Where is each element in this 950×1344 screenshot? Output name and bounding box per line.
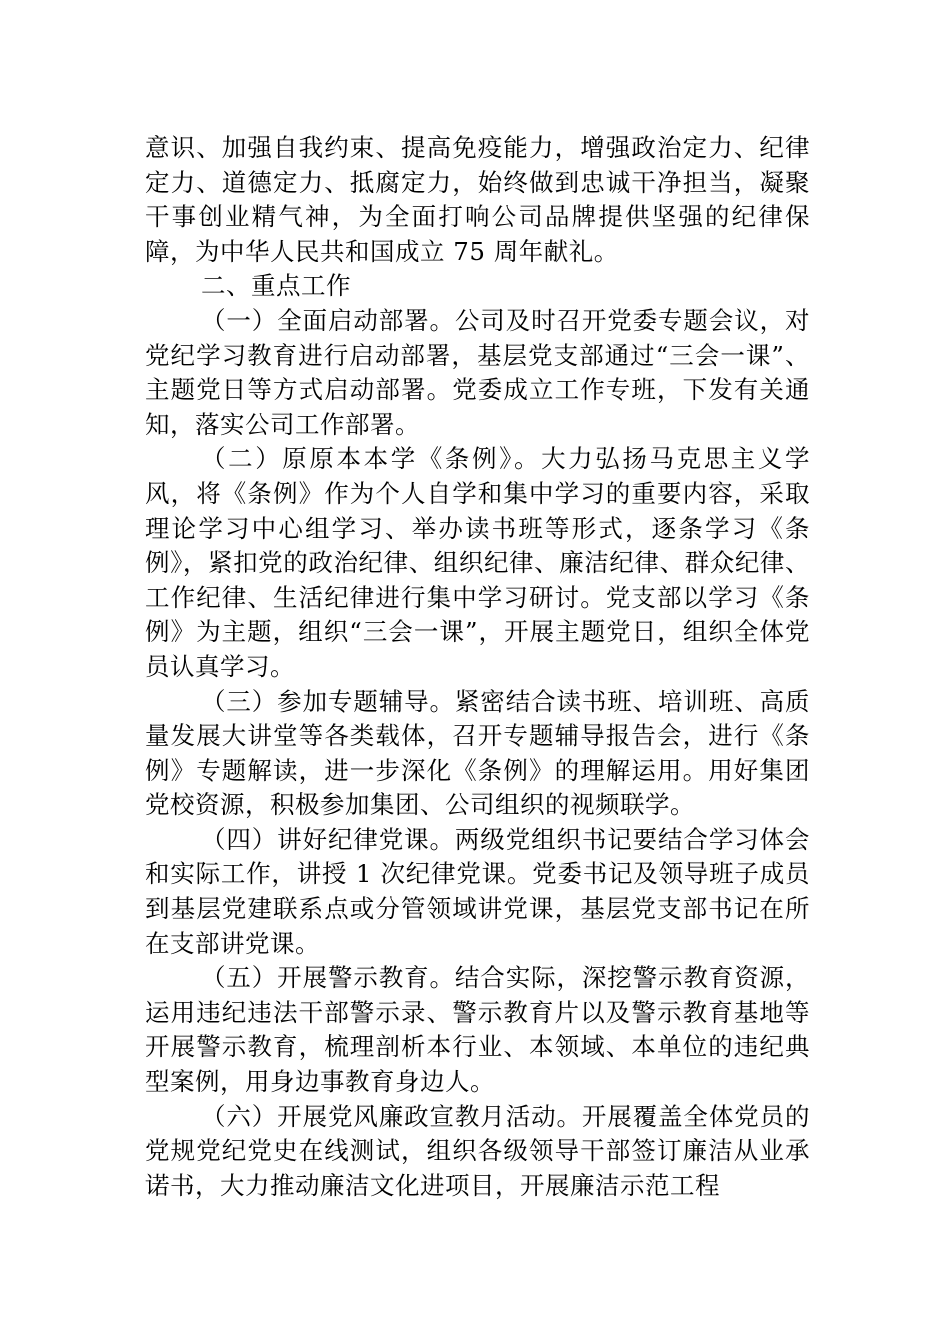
section-heading: 二、重点工作 [201,271,351,301]
paragraph-item-4: （四）讲好纪律党课。两级党组织书记要结合学习体会和实际工作，讲授 1 次纪律党课。党委书记及领导班子成员到基层党建联系点或分管领域讲党课，基层党支部书记在所在支部讲党课。 [145,824,810,958]
paragraph-item-1: （一）全面启动部署。公司及时召开党委专题会议，对党纪学习教育进行启动部署，基层党支部通过“三会一课”、主题党日等方式启动部署。党委成立工作专班，下发有关通知，落实公司工作部署。 [145,305,810,439]
document-body [145,131,810,1203]
paragraph-continuation: 意识、加强自我约束、提高免疫能力，增强政治定力、纪律定力、道德定力、抵腐定力，始终做到忠诚干净担当，凝聚干事创业精气神，为全面打响公司品牌提供坚强的纪律保障，为中华人民共和国成立 75 周年献礼。 [145,133,810,266]
paragraph-item-2: （二）原原本本学《条例》。大力弘扬马克思主义学风，将《条例》作为个人自学和集中学习的重要内容，采取理论学习中心组学习、举办读书班等形式，逐条学习《条例》，紧扣党的政治纪律、组织纪律、廉洁纪律、群众纪律、工作纪律、生活纪律进行集中学习研讨。党支部以学习《条例》为主题，组织“三会一课”，开展主题党日，组织全体党员认真学习。 [145,444,810,681]
paragraph-item-5: （五）开展警示教育。结合实际，深挖警示教育资源，运用违纪违法干部警示录、警示教育片以及警示教育基地等开展警示教育，梳理剖析本行业、本领域、本单位的违纪典型案例，用身边事教育身边人。 [145,963,810,1097]
paragraph-item-6: （六）开展党风廉政宣教月活动。开展覆盖全体党员的党规党纪党史在线测试，组织各级领导干部签订廉洁从业承诺书，大力推动廉洁文化进项目，开展廉洁示范工程 [145,1101,810,1200]
paragraph-item-3: （三）参加专题辅导。紧密结合读书班、培训班、高质量发展大讲堂等各类载体，召开专题辅导报告会，进行《条例》专题解读，进一步深化《条例》的理解运用。用好集团党校资源，积极参加集团、公司组织的视频联学。 [145,686,810,820]
